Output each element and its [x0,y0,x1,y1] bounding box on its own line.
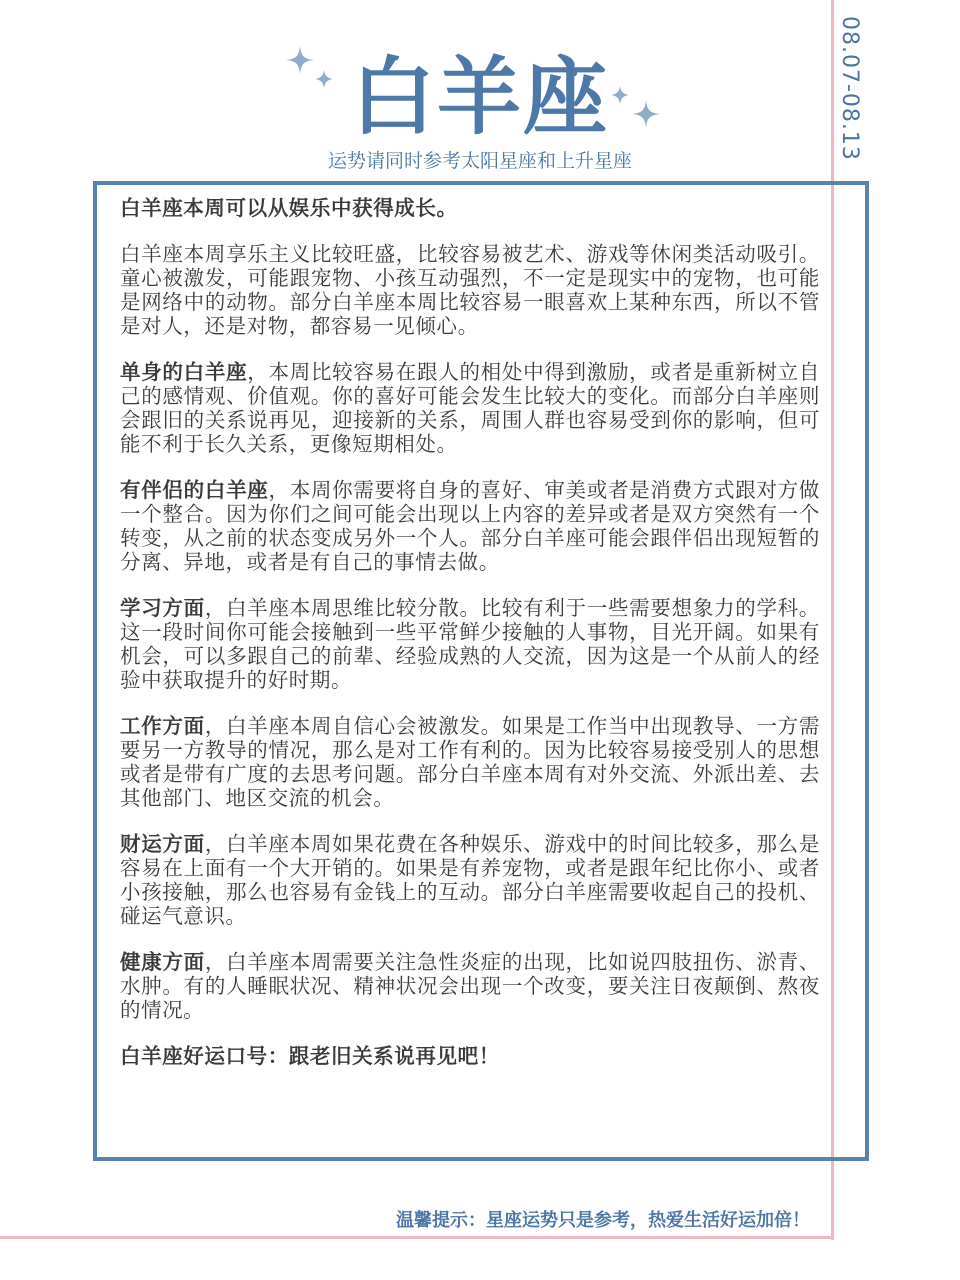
section-label: 工作方面 [120,714,205,738]
subtitle: 运势请同时参考太阳星座和上升星座 [327,150,632,172]
section-text: ，白羊座本周自信心会被激发。如果是工作当中出现教导、一方需要另一方教导的情况，那么是对工作有利的。因为比较容易接受别人的思想或者是带有广度的去思考问题。部分白羊座本周有对外交流、外派出差、去其他部门、地区交流的机会。 [120,714,820,810]
section-text: ，白羊座本周如果花费在各种娱乐、游戏中的时间比较多，那么是容易在上面有一个大开销的。如果是有养宠物，或者是跟年纪比你小、或者小孩接触，那么也容易有金钱上的互动。部分白羊座需要收起自己的投机、碰运气意识。 [120,832,820,928]
sparkle-left-icon [282,40,342,100]
section-study [120,596,820,692]
section-text: ，本周比较容易在跟人的相处中得到激励，或者是重新树立自己的感情观、价值观。你的喜好可能会发生比较大的变化。而部分白羊座则会跟旧的关系说再见，迎接新的关系，周围人群也容易受到你的影响，但可能不利于长久关系，更像短期相处。 [120,360,820,456]
section-work [120,714,820,810]
section-label: 有伴侣的白羊座 [120,478,269,502]
intro-paragraph: 白羊座本周享乐主义比较旺盛，比较容易被艺术、游戏等休闲类活动吸引。童心被激发，可能跟宠物、小孩互动强烈，不一定是现实中的宠物，也可能是网络中的动物。部分白羊座本周比较容易一眼喜欢上某种东西，所以不管是对人，还是对物，都容易一见倾心。 [120,242,820,338]
section-label: 财运方面 [120,832,205,856]
section-couple [120,478,820,574]
lead-text: 白羊座本周可以从娱乐中获得成长。 [120,196,458,220]
section-label: 单身的白羊座 [120,360,248,384]
footer-tip: 温馨提示：星座运势只是参考，热爱生活好运加倍！ [396,1210,810,1231]
date-range: 08.07-08.13 [837,16,862,161]
section-health [120,950,820,1022]
page-title: 白羊座 [350,48,609,146]
pink-horizontal-line [0,1236,834,1239]
lucky-slogan: 白羊座好运口号：跟老旧关系说再见吧！ [120,1044,500,1068]
section-text: ，白羊座本周思维比较分散。比较有利于一些需要想象力的学科。这一段时间你可能会接触到一些平常鲜少接触的人事物，目光开阔。如果有机会，可以多跟自己的前辈、经验成熟的人交流，因为这是一个从前人的经验中获取提升的好时期。 [120,596,820,692]
section-text: ，本周你需要将自身的喜好、审美或者是消费方式跟对方做一个整合。因为你们之间可能会出现以上内容的差异或者是双方突然有一个转变，从之前的状态变成另外一个人。部分白羊座可能会跟伴侣出现短暂的分离、异地，或者是有自己的事情去做。 [120,478,820,574]
horoscope-content [120,196,820,1090]
section-single [120,360,820,456]
sparkle-right-icon [606,82,666,142]
section-label: 学习方面 [120,596,205,620]
section-text: ，白羊座本周需要关注急性炎症的出现，比如说四肢扭伤、淤青、水肿。有的人睡眠状况、精神状况会出现一个改变，要关注日夜颠倒、熬夜的情况。 [120,950,820,1022]
section-label: 健康方面 [120,950,205,974]
section-wealth [120,832,820,928]
